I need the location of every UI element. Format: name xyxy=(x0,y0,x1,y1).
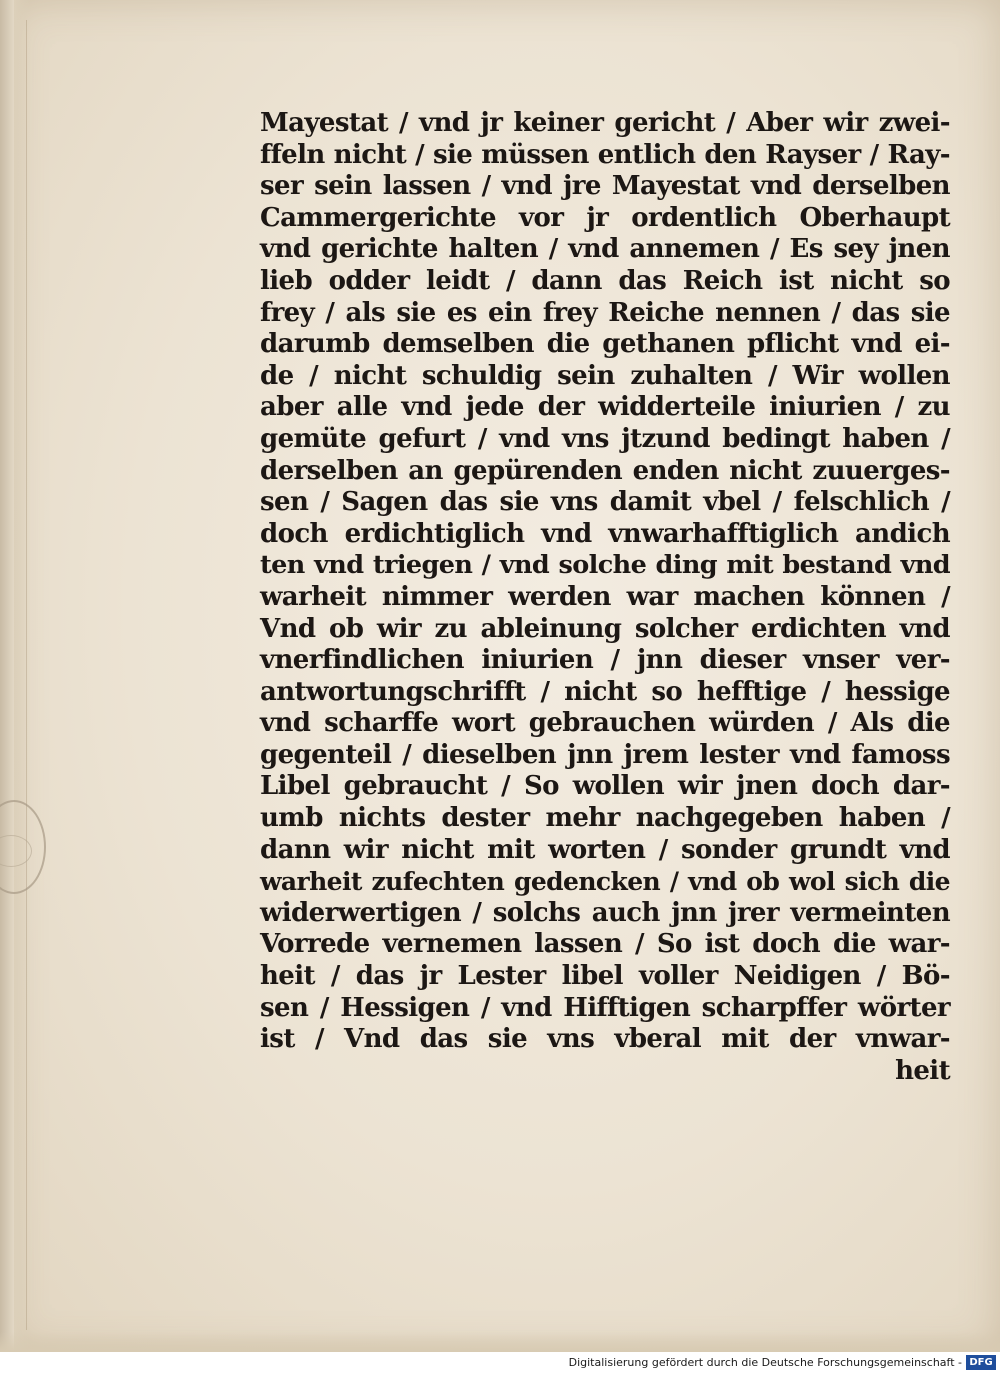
text-line: heit / das jr Lester libel voller Neidigen / Bö- xyxy=(260,961,950,992)
text-line: vnerfindlichen iniurien / jnn dieser vnser ver- xyxy=(260,645,950,676)
text-line: dann wir nicht mit worten / sonder grundt vnd xyxy=(260,834,950,865)
book-spine-edge xyxy=(0,0,15,1352)
text-line: umb nichts dester mehr nachgegeben haben / xyxy=(260,803,950,834)
text-line: antwortungschrifft / nicht so hefftige / hessige xyxy=(260,676,950,707)
text-line: Vorrede vernemen lassen / So ist doch die war- xyxy=(260,929,950,960)
dfg-logo-icon: DFG xyxy=(966,1355,996,1370)
text-line: darumb demselben die gethanen pflicht vnd ei- xyxy=(260,329,950,360)
text-line: ser sein lassen / vnd jre Mayestat vnd derselben xyxy=(260,171,950,202)
text-line: aber alle vnd jede der widderteile iniurien / zu xyxy=(260,392,950,423)
text-line: de / nicht schuldig sein zuhalten / Wir wollen xyxy=(260,360,950,391)
text-line: derselben an gepürenden enden nicht zuuerges- xyxy=(260,455,950,486)
text-line: vnd gerichte halten / vnd annemen / Es sey jnen xyxy=(260,234,950,265)
text-line: Vnd ob wir zu ableinung solcher erdichten vnd xyxy=(260,613,950,644)
text-line: lieb odder leidt / dann das Reich ist nicht so xyxy=(260,265,950,296)
page-fold-line xyxy=(26,20,27,1330)
funding-footer xyxy=(0,1352,1000,1374)
text-line: Mayestat / vnd jr keiner gericht / Aber wir zwei- xyxy=(260,108,950,138)
catchword: heit xyxy=(895,1055,950,1086)
body-text xyxy=(260,108,950,1087)
text-line: ten vnd triegen / vnd solche ding mit bestand vnd xyxy=(260,550,950,581)
text-line: ist / Vnd das sie vns vberal mit der vnwar- xyxy=(260,1024,950,1055)
text-line: widerwertigen / solchs auch jnn jrer vermeinten xyxy=(260,897,950,928)
text-line: doch erdichtiglich vnd vnwarhafftiglich andich xyxy=(260,518,950,549)
text-line: frey / als sie es ein frey Reiche nennen / das sie xyxy=(260,297,950,328)
text-line: vnd scharffe wort gebrauchen würden / Als die xyxy=(260,708,950,739)
text-line: Cammergerichte vor jr ordentlich Oberhaupt xyxy=(260,202,950,233)
page-bottom-edge xyxy=(0,1332,1000,1352)
gutter-shadow xyxy=(14,0,30,1352)
text-line: gegenteil / dieselben jnn jrem lester vnd famoss xyxy=(260,739,950,770)
funding-note: Digitalisierung gefördert durch die Deutsche Forschungsgemeinschaft - xyxy=(568,1356,962,1369)
paper-page xyxy=(8,0,1000,1352)
text-line: Libel gebraucht / So wollen wir jnen doch dar- xyxy=(260,771,950,802)
text-line: sen / Sagen das sie vns damit vbel / felschlich / xyxy=(260,487,950,518)
text-line: warheit nimmer werden war machen können / xyxy=(260,581,950,612)
text-line: gemüte gefurt / vnd vns jtzund bedingt haben / xyxy=(260,423,950,454)
text-line: ffeln nicht / sie müssen entlich den Rayser / Ray- xyxy=(260,139,950,170)
text-line: warheit zufechten gedencken / vnd ob wol sich die xyxy=(260,867,950,897)
text-line: sen / Hessigen / vnd Hifftigen scharpffer wörter xyxy=(260,992,950,1023)
